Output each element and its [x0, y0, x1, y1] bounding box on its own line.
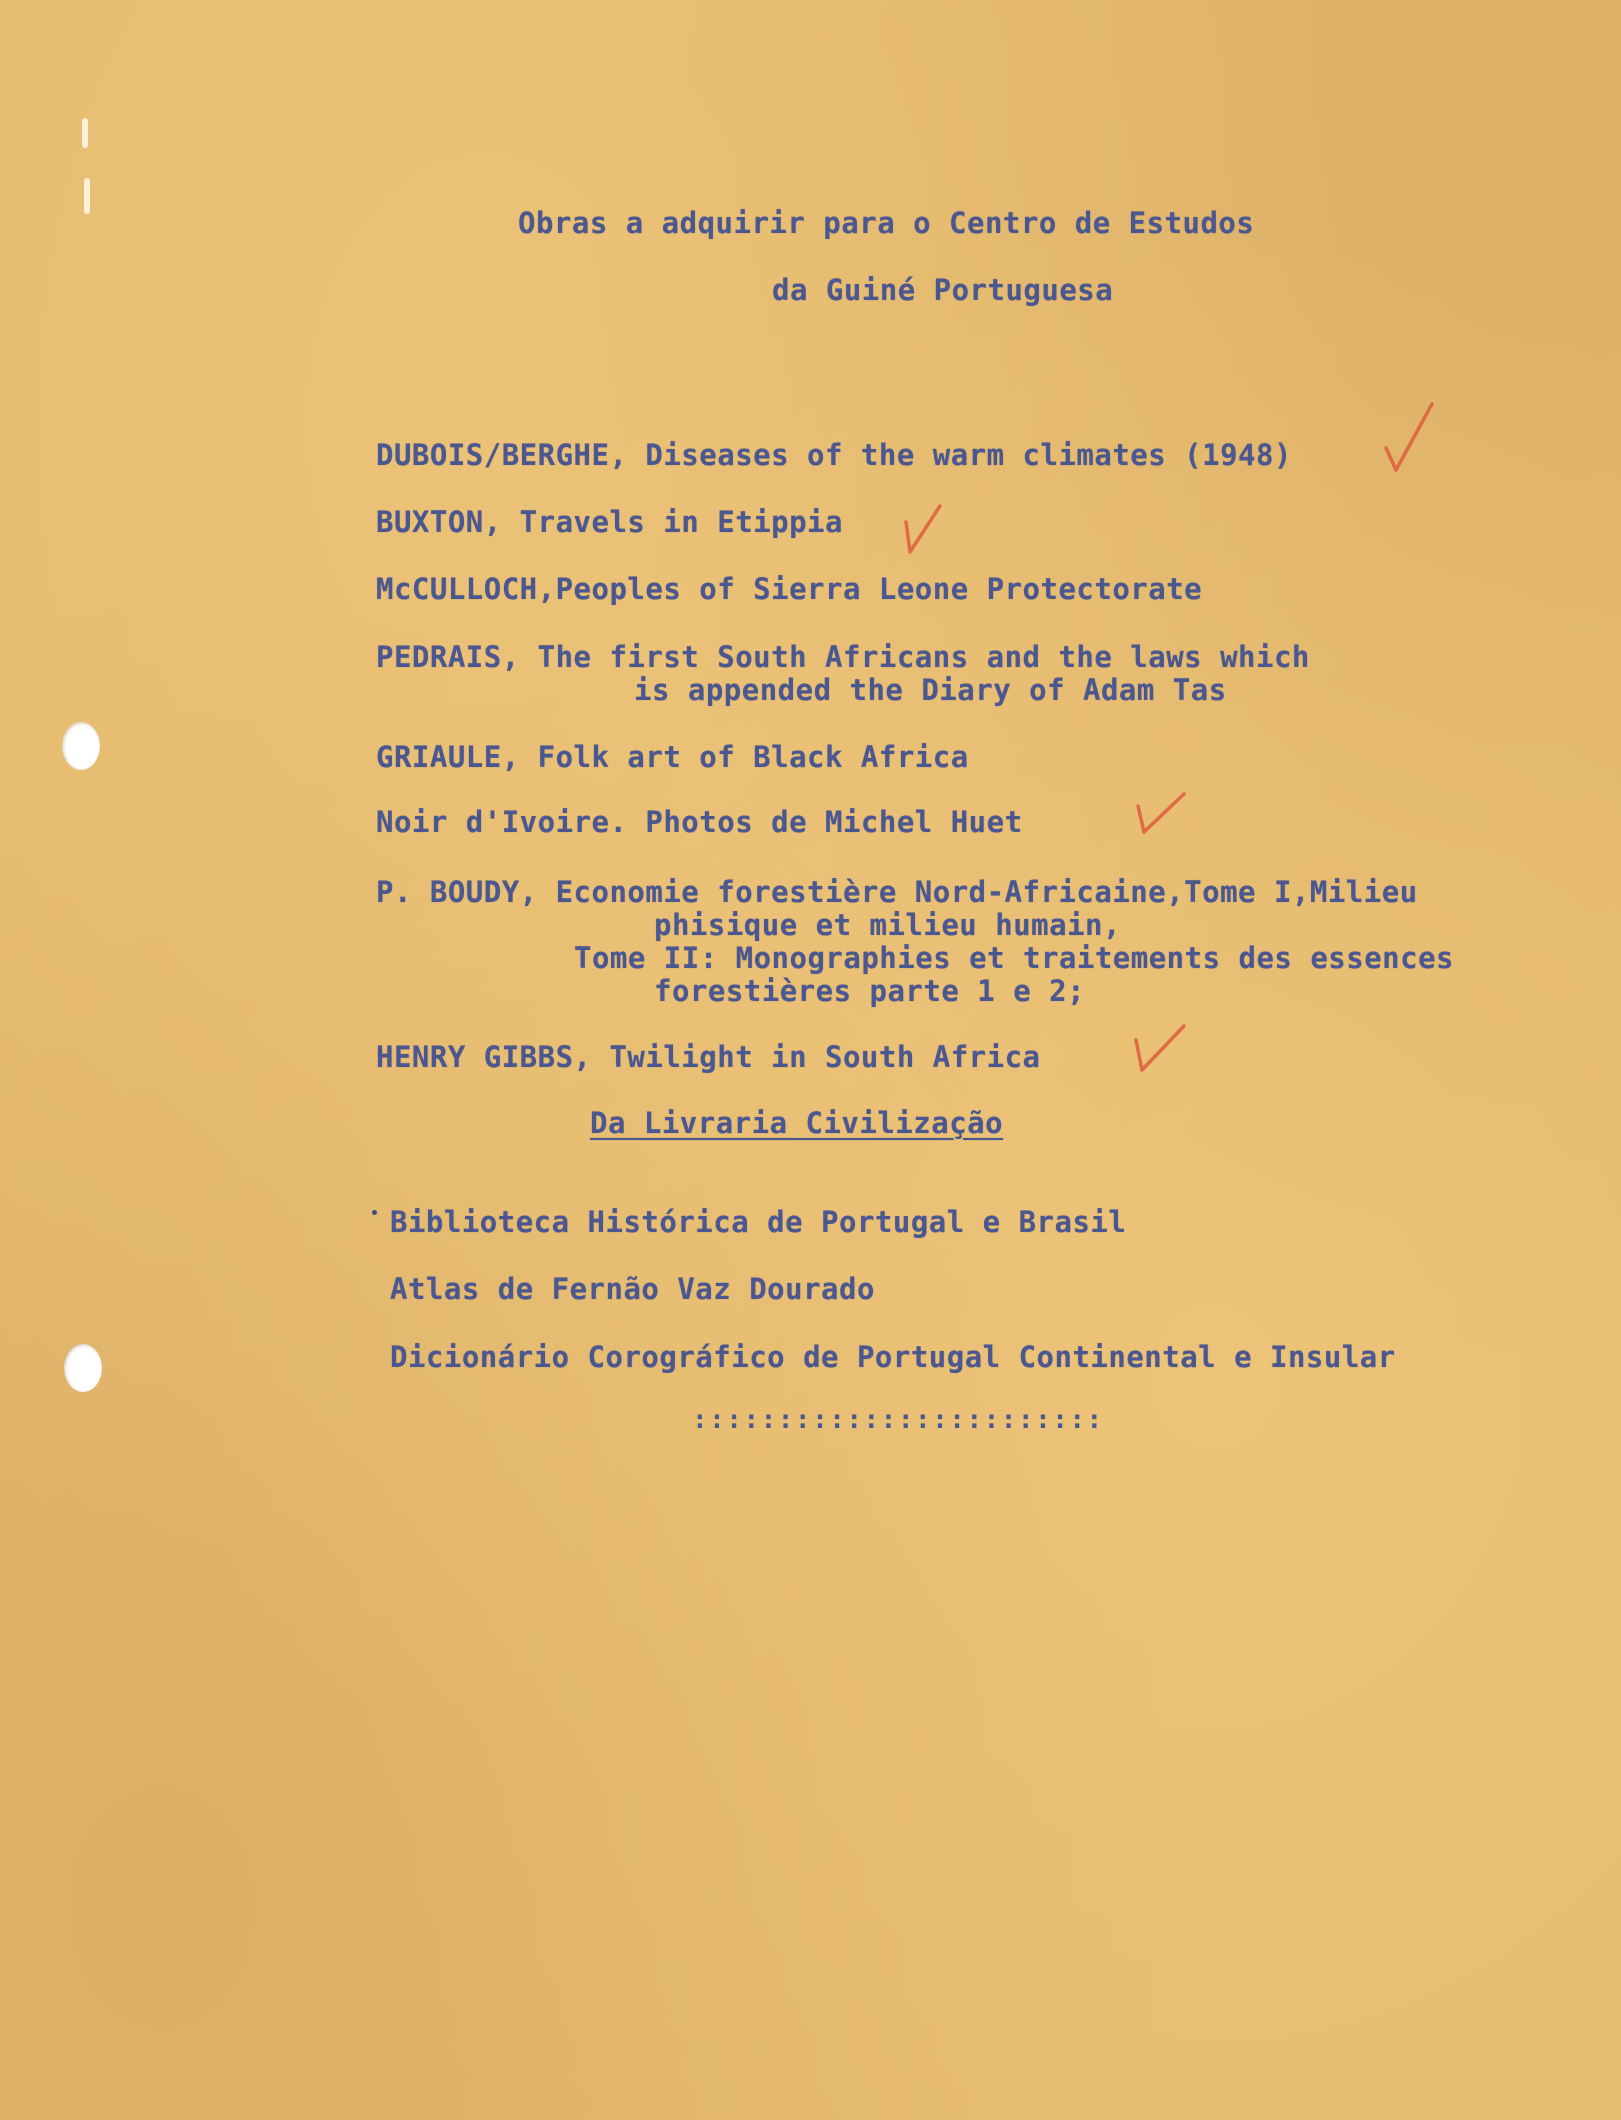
check-mark: [1132, 790, 1192, 840]
paper-tear-mark: [82, 118, 88, 148]
book-entry: GRIAULE, Folk art of Black Africa: [376, 740, 969, 774]
punch-hole-bottom: [64, 1344, 102, 1392]
end-of-list-marker: ::::::::::::::::::::::::: [692, 1405, 1104, 1435]
stray-dot: [372, 1210, 377, 1215]
document-title-line-2: da Guiné Portuguesa: [772, 273, 1114, 307]
book-entry-continuation: forestières parte 1 e 2;: [654, 974, 1086, 1008]
punch-hole-top: [62, 722, 100, 770]
check-mark: [900, 500, 950, 560]
check-mark: [1130, 1020, 1190, 1080]
book-entry-continuation: is appended the Diary of Adam Tas: [634, 673, 1227, 707]
book-entry: BUXTON, Travels in Etippia: [376, 505, 843, 539]
document-title-line-1: Obras a adquirir para o Centro de Estudos: [518, 206, 1255, 240]
book-entry: PEDRAIS, The first South Africans and the laws which: [376, 640, 1310, 674]
library-entry: Dicionário Corográfico de Portugal Continental e Insular: [390, 1340, 1396, 1374]
book-entry: McCULLOCH,Peoples of Sierra Leone Protectorate: [376, 572, 1203, 606]
book-entry: P. BOUDY, Economie forestière Nord-Africaine,Tome I,Milieu: [376, 875, 1418, 909]
book-entry-continuation: Tome II: Monographies et traitements des essences: [574, 941, 1455, 975]
library-entry: Atlas de Fernão Vaz Dourado: [390, 1272, 875, 1306]
book-entry-continuation: phisique et milieu humain,: [654, 908, 1121, 942]
book-entry: HENRY GIBBS, Twilight in South Africa: [376, 1040, 1041, 1074]
book-entry: DUBOIS/BERGHE, Diseases of the warm climates (1948): [376, 438, 1292, 472]
paper-tear-mark: [84, 178, 90, 214]
book-entry: Noir d'Ivoire. Photos de Michel Huet: [376, 805, 1023, 839]
section-subheading: Da Livraria Civilização: [590, 1106, 1004, 1140]
library-entry: Biblioteca Histórica de Portugal e Brasil: [390, 1205, 1127, 1239]
check-mark: [1380, 400, 1440, 480]
